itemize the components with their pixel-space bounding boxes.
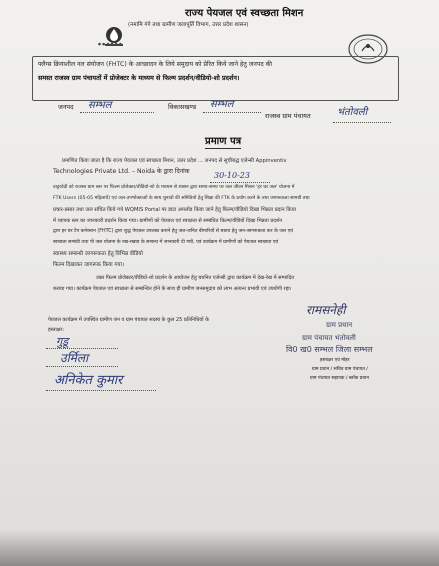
district-dotline <box>80 112 154 113</box>
panchayat-value: भंतोवली <box>337 107 368 118</box>
org-title: राज्य पेयजल एवं स्वच्छता मिशन <box>185 8 304 19</box>
certificate-title: प्रमाण पत्र <box>205 136 242 147</box>
photo-shadow <box>0 530 439 566</box>
body-line: फिल्म दिखाकर जागरूक किया गया। <box>53 262 124 268</box>
body-line: प्रचार-प्रसार तथा जल संचित किये गये WQMIS Portal पर डाटा अपलोड किया जाने हेतु फ़िल्म/वीडियो दिखा भिन्नता प्रदान किया <box>53 207 296 213</box>
body-line: वाट्टरवेदी को राजस्व ग्राम स्तर पर फिल्म प्रोजेक्टर/वीडियो-शो के माध्यम से शासन द्वारा समय-समय पर जल जीवन मिशन 'हर घर जल' योजना में <box>53 185 295 190</box>
signature-dotline <box>46 390 156 391</box>
signatory-caption-1: हस्ताक्षर एवं मोहर <box>320 358 350 363</box>
district-value: सम्भल <box>88 100 112 111</box>
body-line: स्वास्थ्य सम्बन्धी जागरूकता हेतु विभिन्न वीडियो <box>53 251 143 257</box>
date-dotline <box>210 182 270 183</box>
signatory-caption-2: ग्राम प्रधान / सचिव ग्राम पंचायत / <box>312 367 368 372</box>
stamp-line-b: ग्राम पंचायत भंतोवली <box>302 334 356 342</box>
block-value: सम्भल <box>210 99 234 110</box>
block-label: विकासखण्ड <box>168 103 197 111</box>
body-line: FTK Users (05-05 महिलायें) एवं जल-उपभोक्ताओं के साथ चुनावों की समितियों हेतु शिक्षा की FTK के प्रयोग करने के तथा जागरूकता सामग्री तथा <box>53 196 310 201</box>
subject-line-2: समस्त राजस्व ग्राम पंचायतों में प्रोजेक्टर के माध्यम से फिल्म प्रदर्शन/वीडियो-शो प्रदर्शन। <box>38 74 240 82</box>
attendee-signature: गुडू <box>56 335 69 348</box>
subject-line-1: फ्लैग्स क्रियाशील नल संयोजन (FHTC) के आच्छादन के लिये समुदाय को प्रेरित किये जाने हेतु जनपद की <box>38 61 272 68</box>
body-line: प्रमाणित किया जाता है कि राज्य पेयजल एवं स्वच्छता मिशन, उत्तर प्रदेश ... जनपद से सूचीबद्ध एजेन्सी Appinventiv <box>62 158 287 164</box>
body-line: Technologies Private Ltd. – Noida के द्वारा दिनांक <box>53 168 190 175</box>
program-date: 30-10-23 <box>214 171 250 180</box>
stamp-line-a: ग्राम प्रधान <box>326 321 353 329</box>
signature-dotline <box>46 348 118 349</box>
block-dotline <box>203 112 261 113</box>
signature-dotline <box>46 366 118 367</box>
stamp-line-c: वि0 ख0 सम्भल जिला सम्भल <box>286 345 373 354</box>
body-line: कराया गया। कार्यक्रम पेयजल एवं स्वच्छता से सम्बन्धित होने के साथ ही ग्रामीण जनसमुदाय को लाभ अत्यन्त प्रभावी एवं उपयोगी रहा। <box>53 286 292 292</box>
attendance-note-2: हस्ताक्षर: <box>48 327 65 333</box>
panchayat-label: राजस्व ग्राम पंचायत <box>265 112 311 120</box>
attendee-signature: अनिकेत कुमार <box>54 373 123 388</box>
body-line: द्वारा हर घर टैप कनेक्शन (FHTC) द्वारा शुद्ध पेयजल उपलब्ध कराने हेतु जल-जनित बीमारियों से बचाव हेतु जन-जागरूकता कर के जल एवं <box>53 229 293 234</box>
pradhan-signature: रामसनेही <box>306 303 346 317</box>
attendance-note: पेयजल कार्यक्रम में उपस्थित ग्रामीण जन व ग्राम पंचायत सदस्य के कुल 25 प्रतिनिधियों के <box>48 317 209 323</box>
attendee-signature: उर्मिला <box>60 351 89 365</box>
body-line: उक्त फिल्म प्रोजेक्टर/वीडियो-शो प्रदर्शन के आयोजन हेतु चयनित एजेन्सी द्वारा कार्यक्रम में देख-रेख में सम्पादित <box>96 275 295 281</box>
district-label: जनपद <box>58 103 74 111</box>
body-line: स्वच्छता सम्बंधी तथा पी जल योजना के रख-रखाव के सम्बन्ध में जानकारी दी गयी, एवं कार्यक्रम में ग्रामीणों को पेयजल स्वच्छता एवं <box>53 240 279 245</box>
panchayat-dotline <box>333 122 391 123</box>
logo-caption: ● ● ● ● ● ● <box>98 42 122 46</box>
signatory-caption-3: ग्राम पंचायत सहायक / ब्लॉक प्रधान <box>310 376 369 381</box>
body-line: में व्यापक स्तर का जानकारी प्रदर्शन किया गया। ग्रामीणों को पेयजल एवं स्वच्छता से सम्बंधित फ़िल्म/वीडियो दिखा भिन्नता प्रदर्शन <box>53 218 283 224</box>
org-subtitle: (नमामि गंगे तथा ग्रामीण जलापूर्ति विभाग, उत्तर प्रदेश शासन) <box>128 22 249 28</box>
